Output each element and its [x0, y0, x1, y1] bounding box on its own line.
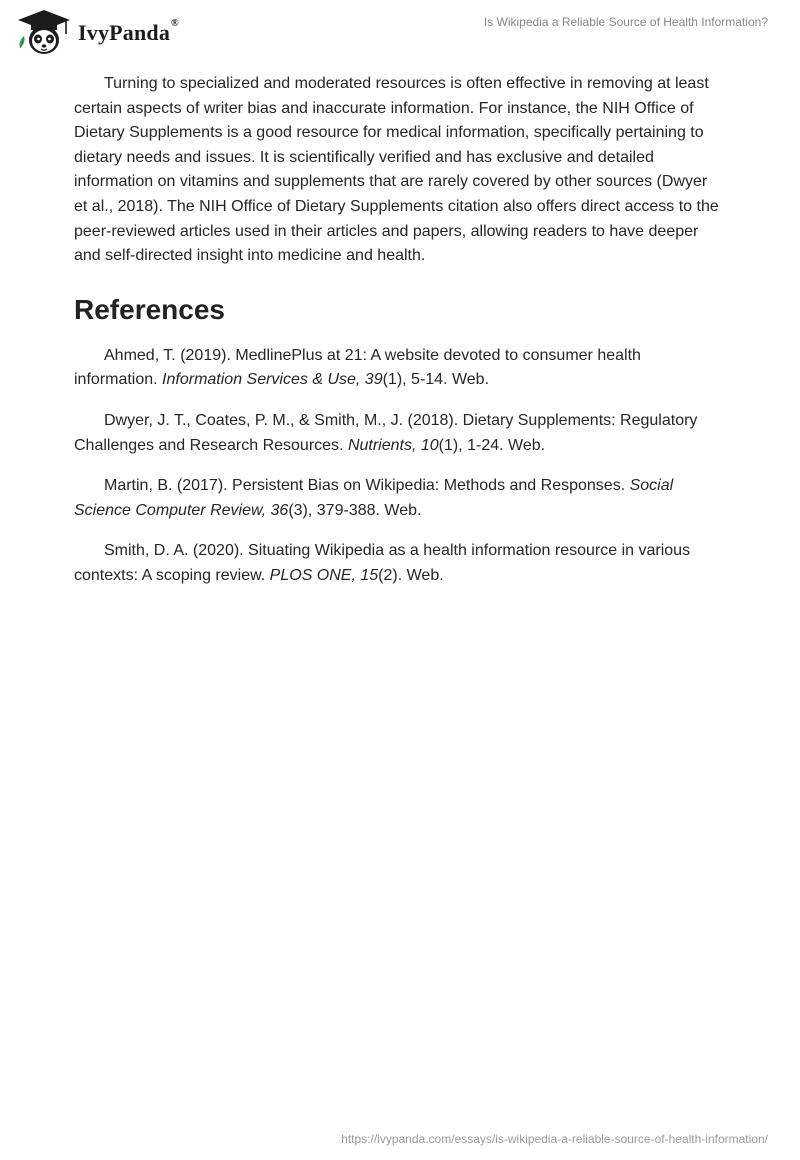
reference-journal: Social Science Computer Review, 36	[74, 477, 674, 519]
essay-content	[74, 72, 724, 605]
reference-journal: Nutrients, 10	[347, 436, 439, 454]
reference-item: Martin, B. (2017). Persistent Bias on Wikipedia: Methods and Responses. Social Science Computer Review, 36(3), 379-388. Web.	[74, 477, 674, 519]
reference-item: Dwyer, J. T., Coates, P. M., & Smith, M., J. (2018). Dietary Supplements: Regulatory Challenges and Research Resources. Nutrients, 10(1), 1-24. Web.	[74, 411, 698, 454]
body-paragraph: Turning to specialized and moderated resources is often effective in removing at least certain aspects of writer bias and inaccurate information. For instance, the NIH Office of Dietary Supplements is a good resource for medical information, specifically pertaining to dietary needs and issues. It is scientifically verified and has exclusive and detailed information on vitamins and supplements that are rarely covered by other sources (Dwyer et al., 2018). The NIH Office of Dietary Supplements citation also offers direct access to the peer-reviewed articles used in their articles and papers, allowing readers to have deeper and self-directed insight into medicine and health.	[74, 75, 719, 265]
ivypanda-logo[interactable]	[14, 8, 179, 56]
logo-wordmark: IvyPanda®	[78, 18, 179, 45]
document-title: Is Wikipedia a Reliable Source of Health Information?	[483, 15, 768, 29]
reference-journal: PLOS ONE, 15	[269, 566, 379, 584]
reference-journal: Information Services & Use, 39	[162, 371, 383, 389]
references-heading: References	[74, 293, 225, 325]
page-header	[0, 0, 800, 60]
reference-item: Smith, D. A. (2020). Situating Wikipedia as a health information resource in various contexts: A scoping review. PLOS ONE, 15(2). Web.	[74, 542, 691, 584]
reference-item: Ahmed, T. (2019). MedlinePlus at 21: A website devoted to consumer health information. Information Services & Use, 39(1), 5-14. Web.	[74, 346, 641, 389]
panda-graduate-icon	[14, 8, 74, 56]
source-url[interactable]: https://ivypanda.com/essays/is-wikipedia-a-reliable-source-of-health-information/	[341, 1132, 768, 1146]
